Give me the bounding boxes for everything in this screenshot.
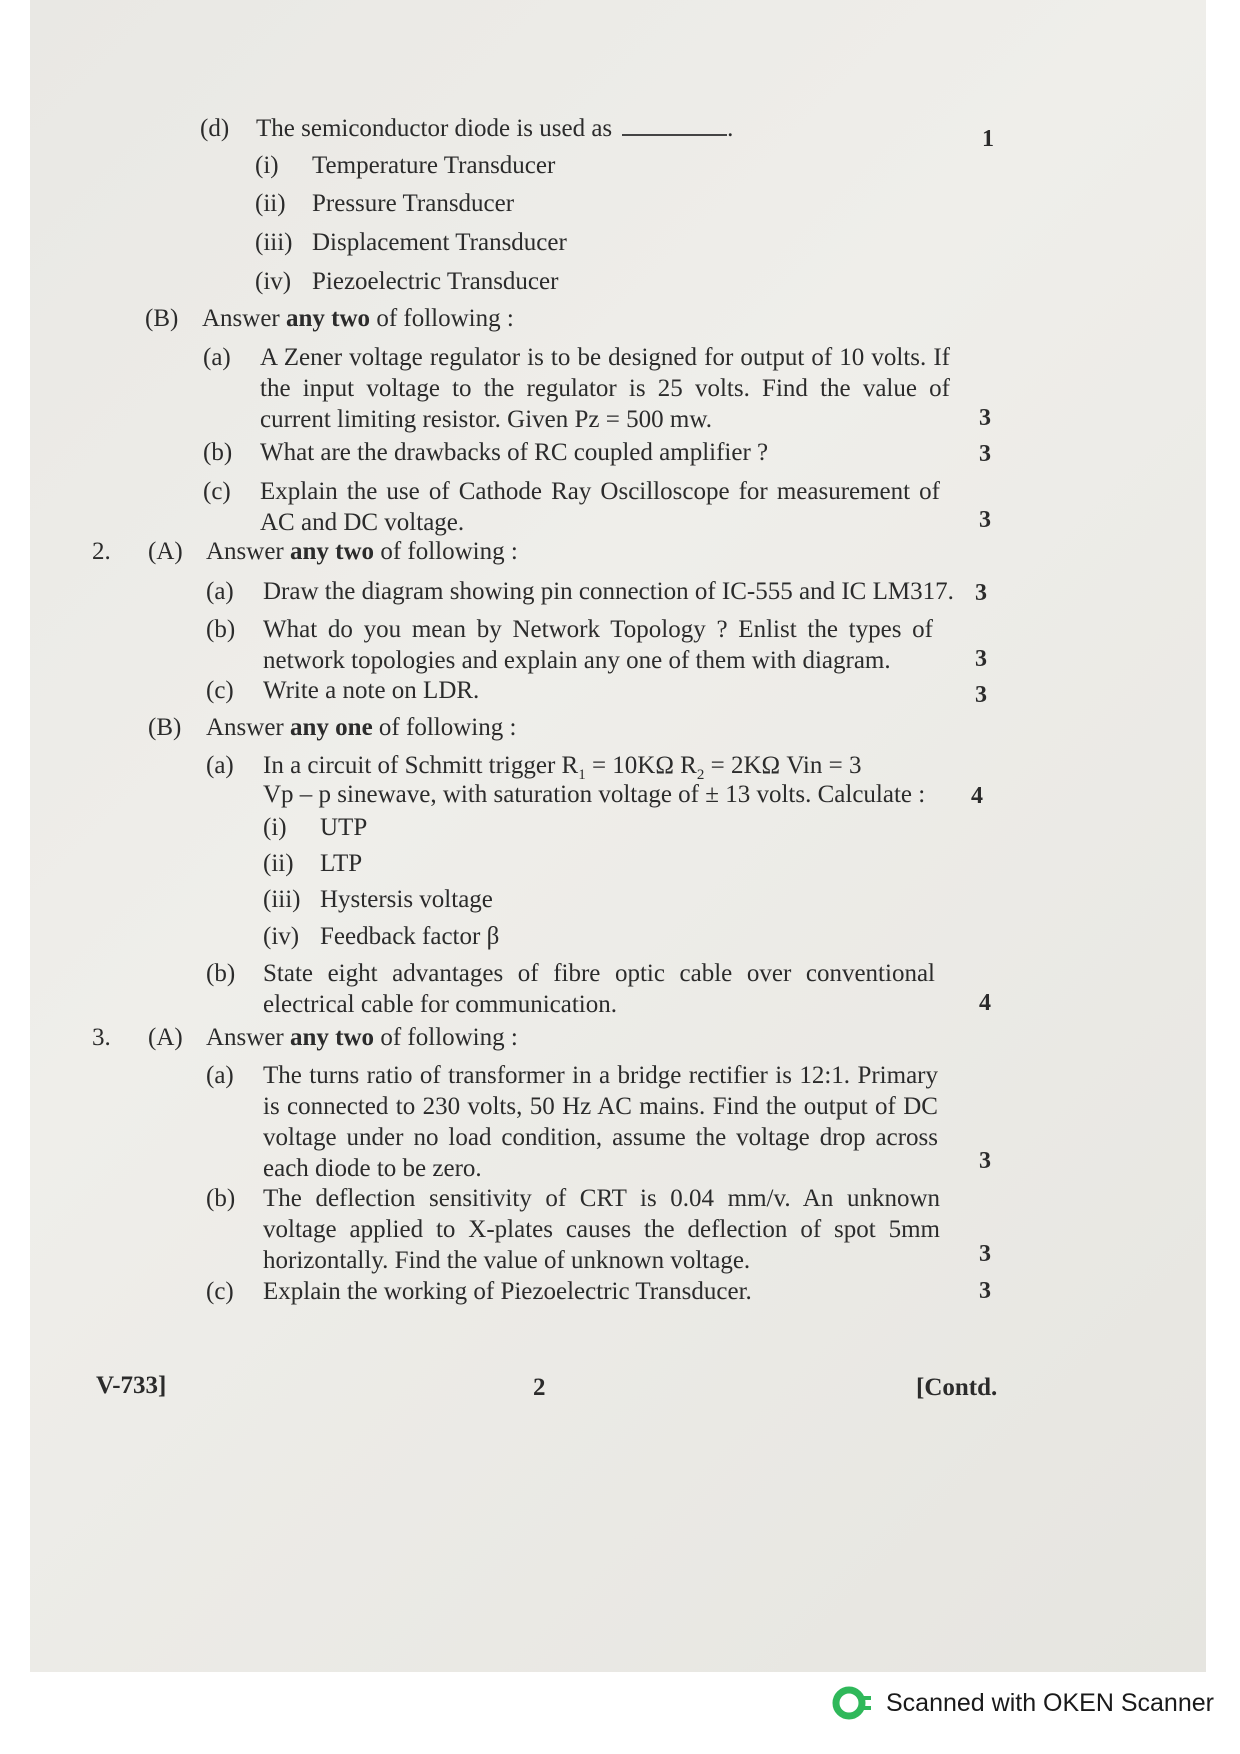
q1d-opt4-label: (iv) <box>255 268 292 295</box>
q1Bc-marks: 3 <box>979 507 991 533</box>
q2Ac-marks: 3 <box>975 682 987 708</box>
q2Ba-opt2-text: LTP <box>320 850 363 877</box>
q2Aa-marks: 3 <box>975 580 987 606</box>
q2Ba-opt3-label: (iii) <box>263 886 301 913</box>
q1B-heading: Answer any two of following : <box>202 305 514 332</box>
q1d-text: The semiconductor diode is used as . <box>256 115 734 142</box>
q2Ab-text: What do you mean by Network Topology ? Enlist the types of network topologies and explain any one of them with diagram. <box>263 616 933 674</box>
q1Bb-marks: 3 <box>979 441 991 467</box>
q2Ba-label: (a) <box>206 752 234 779</box>
q3Aa-text: The turns ratio of transformer in a bridge rectifier is 12:1. Primary is connected to 230 volts, 50 Hz AC mains. Find the output of DC voltage under no load condition, assume the voltage drop across each diode to be zero. <box>263 1062 938 1182</box>
q1d-opt1-text: Temperature Transducer <box>312 152 556 179</box>
q2Ab-label: (b) <box>206 616 236 643</box>
exam-page <box>30 0 1206 1672</box>
q1Ba-text: A Zener voltage regulator is to be designed for output of 10 volts. If the input voltage to the regulator is 25 volts. Find the value of current limiting resistor. Given Pz = 500 mw. <box>260 344 950 433</box>
q1d-opt2-label: (ii) <box>255 190 286 217</box>
q1d-opt3-label: (iii) <box>255 229 293 256</box>
q3-number: 3. <box>92 1024 111 1051</box>
q2Bb-text: State eight advantages of fibre optic cable over conventional electrical cable for communication. <box>263 960 935 1018</box>
q2Ba-opt4-label: (iv) <box>263 923 300 950</box>
q3Aa-marks: 3 <box>979 1148 991 1174</box>
scanner-watermark <box>832 1686 1214 1720</box>
paper-code: V-733] <box>96 1372 167 1399</box>
q1d-opt1-label: (i) <box>255 152 279 179</box>
q1Bc-label: (c) <box>203 478 231 505</box>
q1d-opt4-text: Piezoelectric Transducer <box>312 268 559 295</box>
q2Ba-line2: Vp – p sinewave, with saturation voltage of ± 13 volts. Calculate : <box>263 781 926 808</box>
q1Ba-marks: 3 <box>979 405 991 431</box>
q2Ba-opt4-text: Feedback factor β <box>320 923 500 950</box>
q1d-marks: 1 <box>982 126 994 152</box>
scanner-text: Scanned with OKEN Scanner <box>886 1688 1214 1717</box>
q2-number: 2. <box>92 538 111 565</box>
q3A-label: (A) <box>148 1024 183 1051</box>
q3Ab-marks: 3 <box>979 1241 991 1267</box>
q2Bb-label: (b) <box>206 960 236 987</box>
answer-blank <box>622 116 727 136</box>
q2Ac-label: (c) <box>206 677 234 704</box>
q1Bb-text: What are the drawbacks of RC coupled amplifier ? <box>260 439 769 466</box>
q2Ab-marks: 3 <box>975 646 987 672</box>
page-number: 2 <box>533 1374 546 1401</box>
q3Ab-label: (b) <box>206 1185 236 1212</box>
q2Ba-opt2-label: (ii) <box>263 850 294 877</box>
q1Bb-label: (b) <box>203 439 233 466</box>
q3Ac-text: Explain the working of Piezoelectric Transducer. <box>263 1278 752 1305</box>
q1B-label: (B) <box>145 305 179 332</box>
q2Aa-label: (a) <box>206 578 234 605</box>
q2A-heading: Answer any two of following : <box>206 538 518 565</box>
q3Ac-label: (c) <box>206 1278 234 1305</box>
q1d-label: (d) <box>200 115 230 142</box>
q1d-opt3-text: Displacement Transducer <box>312 229 567 256</box>
q2A-label: (A) <box>148 538 183 565</box>
q1Ba-label: (a) <box>203 344 231 371</box>
q2Bb-marks: 4 <box>979 990 991 1016</box>
q2Aa-text: Draw the diagram showing pin connection of IC-555 and IC LM317. <box>263 578 954 605</box>
q3A-heading: Answer any two of following : <box>206 1024 518 1051</box>
oken-logo-icon <box>832 1686 876 1720</box>
q2Ba-line1: In a circuit of Schmitt trigger $R_1 = 10K\Omega$ $R_2 = 2K\Omega$ Vin = 3 <box>263 752 862 783</box>
q2Ba-opt1-label: (i) <box>263 814 287 841</box>
q2Ba-opt1-text: UTP <box>320 814 368 841</box>
q2B-heading: Answer any one of following : <box>206 714 517 741</box>
q2B-label: (B) <box>148 714 182 741</box>
q1d-opt2-text: Pressure Transducer <box>312 190 515 217</box>
q2Ba-opt3-text: Hystersis voltage <box>320 886 493 913</box>
q2Ba-marks: 4 <box>971 783 983 809</box>
q2Ac-text: Write a note on LDR. <box>263 677 480 704</box>
continued-label: [Contd. <box>916 1374 998 1401</box>
q3Ab-text: The deflection sensitivity of CRT is 0.04 mm/v. An unknown voltage applied to X-plates causes the deflection of spot 5mm horizontally. Find the value of unknown voltage. <box>263 1185 940 1274</box>
q1Bc-text: Explain the use of Cathode Ray Oscilloscope for measurement of AC and DC voltage. <box>260 478 940 536</box>
q3Ac-marks: 3 <box>979 1278 991 1304</box>
q3Aa-label: (a) <box>206 1062 234 1089</box>
